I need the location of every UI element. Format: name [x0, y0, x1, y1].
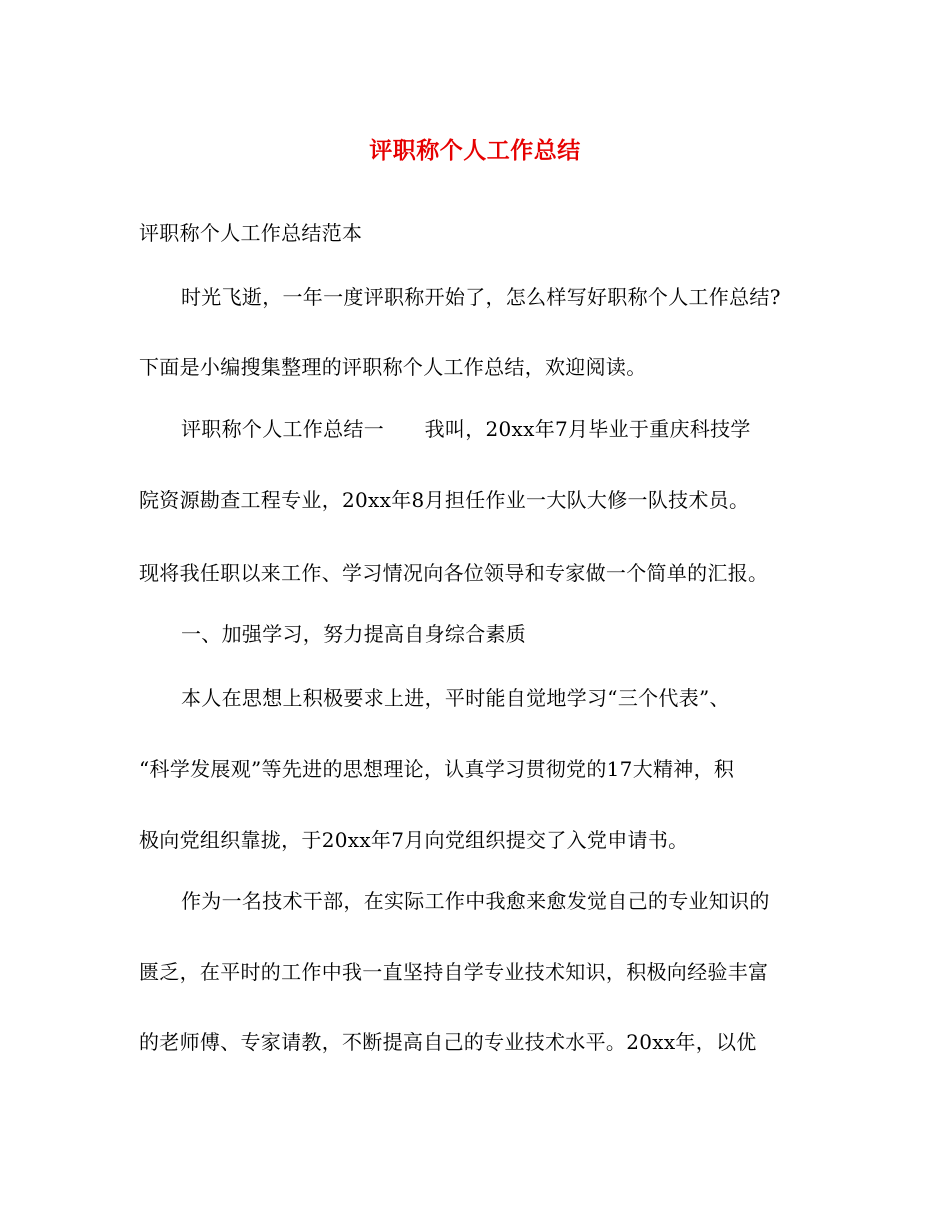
paragraph-line: 评职称个人工作总结一 我叫，20xx年7月毕业于重庆科技学: [181, 417, 751, 441]
section-heading: 一、加强学习，努力提高自身综合素质: [181, 622, 527, 646]
paragraph-line: 下面是小编搜集整理的评职称个人工作总结，欢迎阅读。: [139, 355, 647, 379]
paragraph-line: 时光飞逝，一年一度评职称开始了，怎么样写好职称个人工作总结?: [181, 285, 781, 309]
paragraph-line: “科学发展观”等先进的思想理论，认真学习贯彻党的17大精神，积: [139, 757, 735, 781]
paragraph-line: 极向党组织靠拢，于20xx年7月向党组织提交了入党申请书。: [139, 828, 689, 852]
paragraph-line: 本人在思想上积极要求上进，平时能自觉地学习“三个代表”、: [181, 686, 730, 710]
document-title: 评职称个人工作总结: [369, 137, 581, 164]
paragraph-line: 院资源勘查工程专业，20xx年8月担任作业一大队大修一队技术员。: [139, 488, 750, 512]
paragraph-line: 现将我任职以来工作、学习情况向各位领导和专家做一个简单的汇报。: [139, 561, 769, 585]
paragraph-line: 作为一名技术干部，在实际工作中我愈来愈发觉自己的专业知识的: [181, 889, 770, 913]
paragraph-line: 的老师傅、专家请教，不断提高自己的专业技术水平。20xx年，以优: [139, 1030, 757, 1054]
subtitle-line: 评职称个人工作总结范本: [139, 221, 363, 245]
paragraph-line: 匮乏，在平时的工作中我一直坚持自学专业技术知识，积极向经验丰富: [139, 960, 769, 984]
